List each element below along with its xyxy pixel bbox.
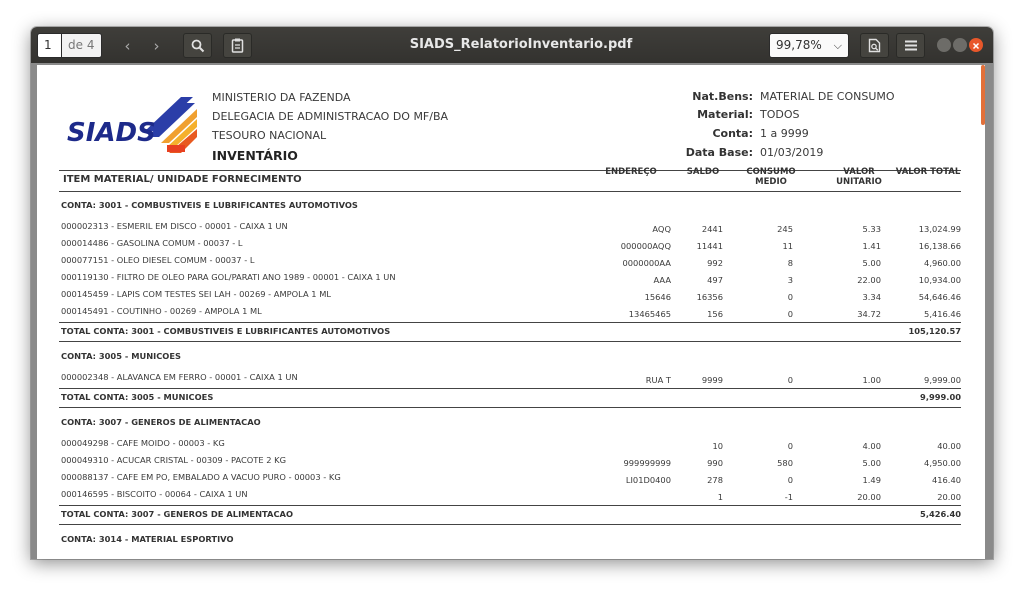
cell-vt: 4,950.00 xyxy=(924,458,961,468)
cell-saldo: 992 xyxy=(707,258,723,268)
cell-saldo: 1 xyxy=(717,492,723,502)
cell-cons: 0 xyxy=(787,375,793,385)
divider xyxy=(59,524,961,525)
cell-desc: 000049310 - ACUCAR CRISTAL - 00309 - PACOTE 2 KG xyxy=(61,455,287,465)
col-valor-total: VALOR TOTAL xyxy=(895,167,961,177)
close-icon[interactable] xyxy=(969,38,983,52)
table-row xyxy=(59,438,961,452)
section-total xyxy=(59,326,961,340)
cell-end: RUA T xyxy=(645,375,671,385)
section-total-value: 5,426.40 xyxy=(920,509,961,519)
cell-cons: 580 xyxy=(777,458,793,468)
cell-cons: 0 xyxy=(787,292,793,302)
page-selector[interactable] xyxy=(37,33,102,58)
section-title: CONTA: 3014 - MATERIAL ESPORTIVO xyxy=(61,534,234,544)
meta-label: Nat.Bens: xyxy=(692,90,753,103)
meta-value: 1 a 9999 xyxy=(760,127,809,140)
table-row xyxy=(59,455,961,469)
col-consumo-l2: MEDIO xyxy=(755,177,787,187)
cell-vt: 20.00 xyxy=(937,492,961,502)
section-title: CONTA: 3007 - GENEROS DE ALIMENTACAO xyxy=(61,417,261,427)
table-row xyxy=(59,289,961,303)
annotations-button[interactable] xyxy=(223,33,252,58)
cell-desc: 000002313 - ESMERIL EM DISCO - 00001 - CAIXA 1 UN xyxy=(61,221,288,231)
cell-saldo: 11441 xyxy=(696,241,723,251)
cell-end: AQQ xyxy=(652,224,671,234)
close-x-icon xyxy=(969,39,983,53)
logo-text: SIADS xyxy=(67,118,156,148)
divider xyxy=(59,191,961,192)
table-row xyxy=(59,489,961,503)
document-viewer-window xyxy=(31,27,993,559)
hamburger-menu-icon xyxy=(905,40,917,51)
window-title: SIADS_RelatorioInventario.pdf xyxy=(409,37,633,52)
section-title: CONTA: 3001 - COMBUSTIVEIS E LUBRIFICANTES AUTOMOTIVOS xyxy=(61,200,358,210)
menu-button[interactable] xyxy=(896,33,925,58)
cell-desc: 000077151 - OLEO DIESEL COMUM - 00037 - L xyxy=(61,255,255,265)
table-row xyxy=(59,306,961,320)
section-total-label: TOTAL CONTA: 3007 - GENEROS DE ALIMENTACAO xyxy=(61,509,294,519)
divider xyxy=(59,388,961,389)
cell-cons: 0 xyxy=(787,309,793,319)
col-valor-l1: VALOR xyxy=(843,167,875,177)
table-row xyxy=(59,272,961,286)
cell-end: 13465465 xyxy=(628,309,671,319)
table-row xyxy=(59,255,961,269)
meta-label: Material: xyxy=(697,108,753,121)
section-total-value: 105,120.57 xyxy=(908,326,961,336)
col-valor-l2: UNITARIO xyxy=(836,177,882,187)
cell-cons: 11 xyxy=(782,241,793,251)
next-page-icon[interactable]: › xyxy=(153,36,160,55)
col-valor-unitario xyxy=(829,167,889,187)
report-title: INVENTÁRIO xyxy=(212,148,298,163)
divider xyxy=(59,505,961,506)
cell-vu: 5.00 xyxy=(862,258,881,268)
current-page-input[interactable]: 1 xyxy=(37,33,62,58)
scrollbar[interactable] xyxy=(981,65,985,125)
header-line-3: TESOURO NACIONAL xyxy=(212,129,327,142)
col-consumo xyxy=(741,167,801,187)
cell-vu: 1.49 xyxy=(862,475,881,485)
table-row xyxy=(59,372,961,386)
cell-desc: 000002348 - ALAVANCA EM FERRO - 00001 - CAIXA 1 UN xyxy=(61,372,298,382)
cell-vu: 5.33 xyxy=(862,224,881,234)
section-total-value: 9,999.00 xyxy=(920,392,961,402)
cell-vt: 416.40 xyxy=(931,475,961,485)
cell-cons: 0 xyxy=(787,475,793,485)
cell-vu: 5.00 xyxy=(862,458,881,468)
cell-end: 15646 xyxy=(644,292,671,302)
meta-value: MATERIAL DE CONSUMO xyxy=(760,90,895,103)
divider xyxy=(59,341,961,342)
section-total-label: TOTAL CONTA: 3001 - COMBUSTIVEIS E LUBRIFICANTES AUTOMOTIVOS xyxy=(61,326,391,336)
cell-vu: 22.00 xyxy=(857,275,881,285)
cell-saldo: 497 xyxy=(707,275,723,285)
cell-vt: 13,024.99 xyxy=(918,224,961,234)
section-total-label: TOTAL CONTA: 3005 - MUNICOES xyxy=(61,392,214,402)
cell-end: 999999999 xyxy=(623,458,671,468)
cell-desc: 000145459 - LAPIS COM TESTES SEI LAH - 00269 - AMPOLA 1 ML xyxy=(61,289,331,299)
cell-cons: 0 xyxy=(787,441,793,451)
cell-cons: 3 xyxy=(787,275,793,285)
cell-desc: 000014486 - GASOLINA COMUM - 00037 - L xyxy=(61,238,243,248)
siads-logo xyxy=(65,95,205,165)
minimize-icon[interactable] xyxy=(937,38,951,52)
pdf-page xyxy=(37,65,985,559)
divider xyxy=(59,407,961,408)
zoom-select[interactable] xyxy=(769,33,849,58)
document-canvas[interactable] xyxy=(31,63,993,559)
col-item: ITEM MATERIAL/ UNIDADE FORNECIMENTO xyxy=(63,174,302,185)
header-line-2: DELEGACIA DE ADMINISTRACAO DO MF/BA xyxy=(212,110,449,123)
cell-vt: 54,646.46 xyxy=(918,292,961,302)
cell-vu: 1.00 xyxy=(862,375,881,385)
cell-vt: 9,999.00 xyxy=(924,375,961,385)
cell-vu: 4.00 xyxy=(862,441,881,451)
cell-desc: 000145491 - COUTINHO - 00269 - AMPOLA 1 ML xyxy=(61,306,262,316)
page-view-button[interactable] xyxy=(860,33,889,58)
cell-end: AAA xyxy=(653,275,671,285)
cell-desc: 000088137 - CAFE EM PO, EMBALADO A VACUO PURO - 00003 - KG xyxy=(61,472,341,482)
col-endereco: ENDEREÇO xyxy=(605,167,657,177)
col-saldo: SALDO xyxy=(686,167,720,177)
zoom-value: 99,78% xyxy=(776,38,822,52)
total-pages-label: de 4 xyxy=(62,33,102,58)
page-zoom-icon xyxy=(868,38,881,53)
cell-saldo: 990 xyxy=(707,458,723,468)
cell-vu: 34.72 xyxy=(857,309,881,319)
table-row xyxy=(59,238,961,252)
cell-vu: 3.34 xyxy=(862,292,881,302)
section-title: CONTA: 3005 - MUNICOES xyxy=(61,351,182,361)
divider xyxy=(59,322,961,323)
cell-saldo: 278 xyxy=(707,475,723,485)
meta-value: TODOS xyxy=(760,108,800,121)
section-total xyxy=(59,392,961,406)
clipboard-icon xyxy=(231,38,244,53)
cell-cons: -1 xyxy=(784,492,793,502)
cell-saldo: 10 xyxy=(712,441,723,451)
section-total xyxy=(59,509,961,523)
meta-label: Data Base: xyxy=(685,146,753,159)
cell-cons: 8 xyxy=(787,258,793,268)
search-button[interactable] xyxy=(183,33,212,58)
cell-cons: 245 xyxy=(777,224,793,234)
cell-end: 0000000AA xyxy=(622,258,671,268)
cell-vt: 5,416.46 xyxy=(924,309,961,319)
previous-page-icon[interactable]: ‹ xyxy=(124,36,131,55)
cell-vt: 40.00 xyxy=(937,441,961,451)
chevron-down-icon: ⌵ xyxy=(833,39,842,52)
cell-saldo: 16356 xyxy=(696,292,723,302)
cell-saldo: 9999 xyxy=(701,375,723,385)
cell-vu: 1.41 xyxy=(862,241,881,251)
maximize-icon[interactable] xyxy=(953,38,967,52)
meta-label: Conta: xyxy=(712,127,753,140)
header-line-1: MINISTERIO DA FAZENDA xyxy=(212,91,351,104)
table-row xyxy=(59,472,961,486)
cell-saldo: 2441 xyxy=(701,224,723,234)
cell-vt: 16,138.66 xyxy=(918,241,961,251)
header-bar xyxy=(31,27,993,63)
cell-end: 000000AQQ xyxy=(620,241,671,251)
table-row xyxy=(59,221,961,235)
cell-desc: 000049298 - CAFE MOIDO - 00003 - KG xyxy=(61,438,225,448)
cell-saldo: 156 xyxy=(707,309,723,319)
cell-desc: 000119130 - FILTRO DE OLEO PARA GOL/PARATI ANO 1989 - 00001 - CAIXA 1 UN xyxy=(61,272,396,282)
col-consumo-l1: CONSUMO xyxy=(746,167,796,177)
cell-vt: 4,960.00 xyxy=(924,258,961,268)
search-icon xyxy=(191,39,205,53)
cell-end: LI01D0400 xyxy=(625,475,671,485)
cell-vu: 20.00 xyxy=(857,492,881,502)
page-navigation xyxy=(113,33,171,58)
cell-vt: 10,934.00 xyxy=(918,275,961,285)
cell-desc: 000146595 - BISCOITO - 00064 - CAIXA 1 UN xyxy=(61,489,248,499)
divider xyxy=(59,170,961,171)
meta-value: 01/03/2019 xyxy=(760,146,824,159)
